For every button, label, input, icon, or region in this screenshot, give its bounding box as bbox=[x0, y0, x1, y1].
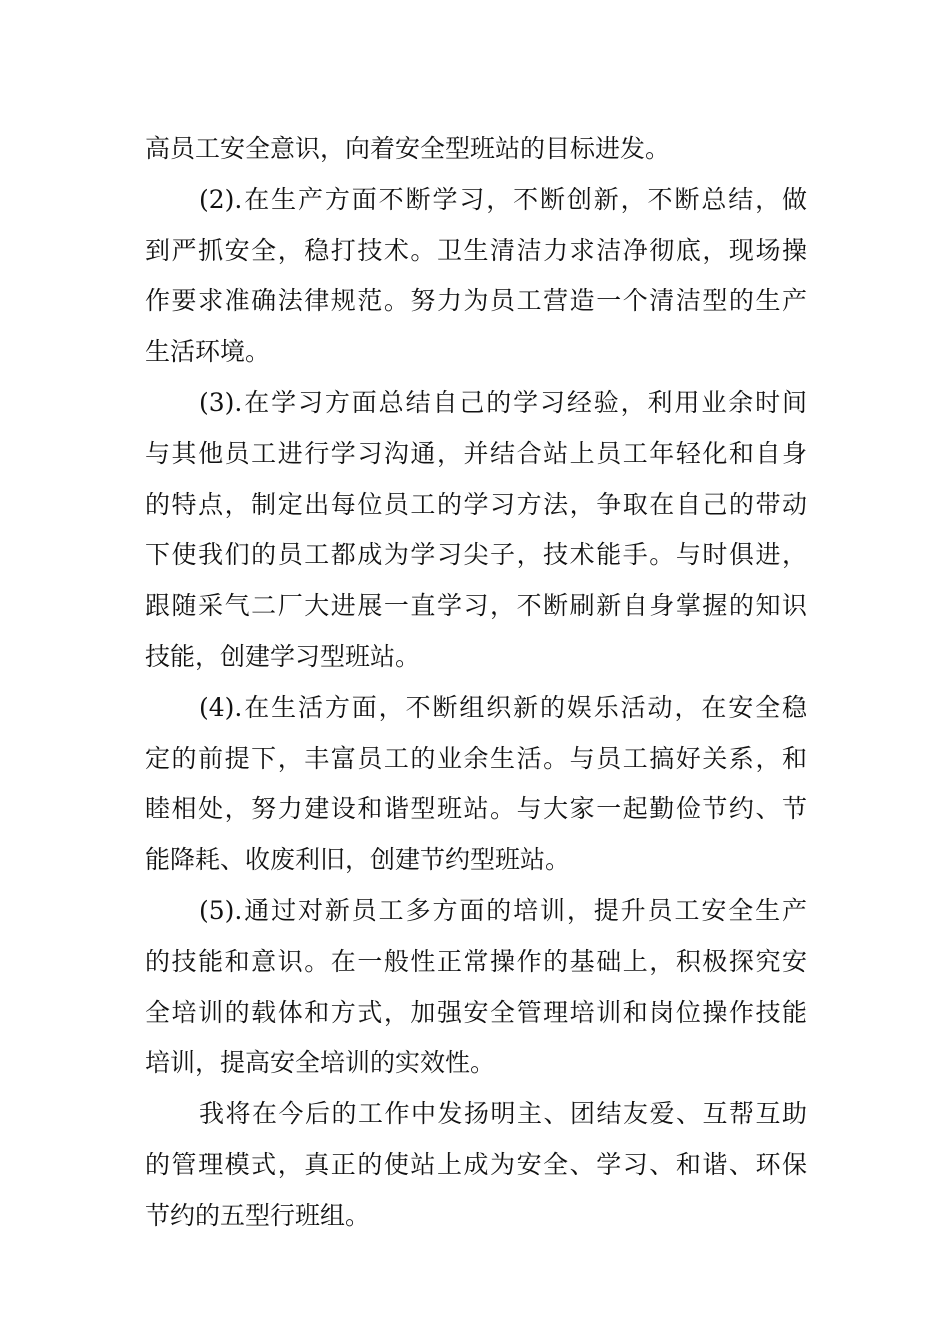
text-line: (3).在学习方面总结自己的学习经验，利用业余时间 bbox=[199, 387, 807, 417]
paragraph-item-4 bbox=[145, 683, 807, 886]
text-line: 全培训的载体和方式，加强安全管理培训和岗位操作技能 bbox=[145, 997, 807, 1027]
paragraph-item-3 bbox=[145, 378, 807, 683]
text-line: 生活环境。 bbox=[145, 337, 271, 367]
text-line: 培训，提高安全培训的实效性。 bbox=[145, 1048, 496, 1078]
text-line: 高员工安全意识，向着安全型班站的目标进发。 bbox=[145, 134, 671, 163]
text-line: 的管理模式，真正的使站上成为安全、学习、和谐、环保 bbox=[145, 1149, 807, 1179]
paragraph-item-5 bbox=[145, 886, 807, 1089]
text-line: 的特点，制定出每位员工的学习方法，争取在自己的带动 bbox=[145, 489, 807, 519]
text-line: (2).在生产方面不断学习，不断创新，不断总结，做 bbox=[199, 184, 807, 214]
text-line: 睦相处，努力建设和谐型班站。与大家一起勤俭节约、节 bbox=[145, 794, 807, 824]
text-line: 我将在今后的工作中发扬明主、团结友爱、互帮互助 bbox=[199, 1099, 807, 1129]
paragraph-item-2 bbox=[145, 175, 807, 378]
text-line: 能降耗、收废利旧，创建节约型班站。 bbox=[145, 845, 571, 875]
text-line: 作要求准确法律规范。努力为员工营造一个清洁型的生产 bbox=[145, 286, 807, 316]
text-line: 技能，创建学习型班站。 bbox=[145, 641, 421, 671]
paragraph-continuation bbox=[145, 124, 807, 175]
text-line: 与其他员工进行学习沟通，并结合站上员工年轻化和自身 bbox=[145, 438, 807, 468]
paragraph-closing bbox=[145, 1089, 807, 1241]
text-line: (4).在生活方面，不断组织新的娱乐活动，在安全稳 bbox=[199, 692, 807, 722]
text-line: 的技能和意识。在一般性正常操作的基础上，积极探究安 bbox=[145, 946, 807, 976]
text-line: 下使我们的员工都成为学习尖子，技术能手。与时俱进， bbox=[145, 540, 807, 570]
text-line: 到严抓安全，稳打技术。卫生清洁力求洁净彻底，现场操 bbox=[145, 235, 807, 265]
text-line: (5).通过对新员工多方面的培训，提升员工安全生产 bbox=[199, 895, 807, 925]
text-line: 定的前提下，丰富员工的业余生活。与员工搞好关系，和 bbox=[145, 743, 807, 773]
text-line: 跟随采气二厂大进展一直学习，不断刷新自身掌握的知识 bbox=[145, 591, 807, 621]
text-line: 节约的五型行班组。 bbox=[145, 1200, 371, 1230]
document-page bbox=[145, 124, 807, 1242]
